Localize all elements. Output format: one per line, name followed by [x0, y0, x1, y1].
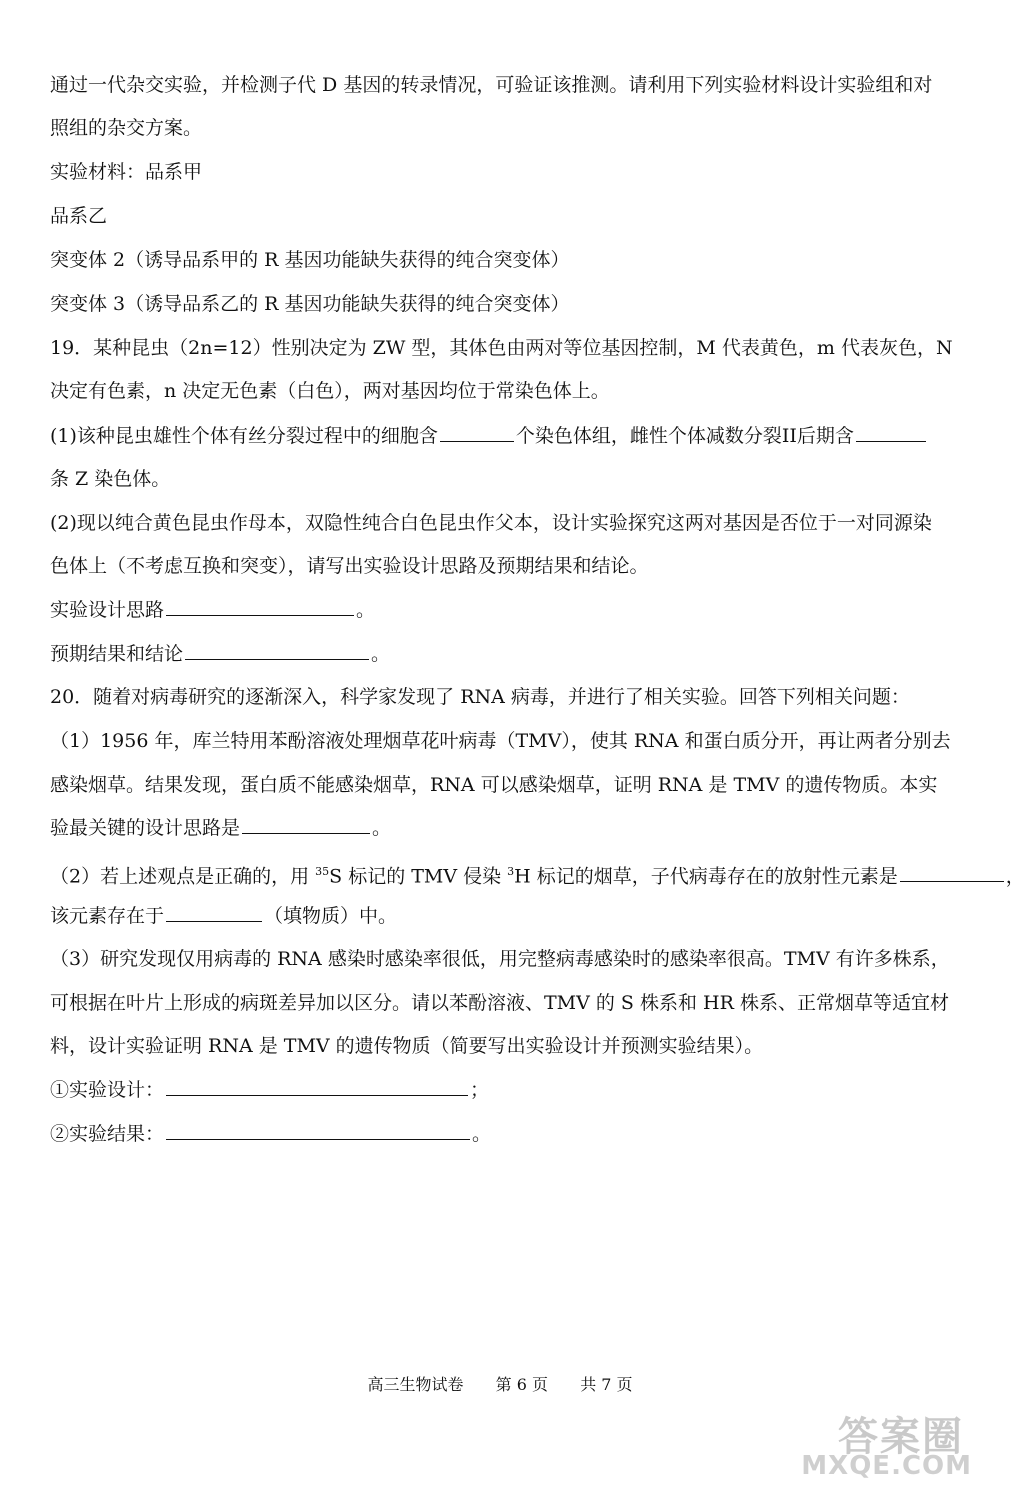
q19-part1-line-1 — [50, 423, 955, 449]
q20-p2-text: （2）若上述观点是正确的，用 — [50, 865, 316, 888]
q19-p1-text-a: (1)该种昆虫雄性个体有丝分裂过程中的细胞含 — [50, 425, 438, 447]
answer-blank[interactable] — [166, 597, 354, 616]
footer-subject: 高三生物试卷 — [367, 1375, 464, 1394]
q19-line-2: 决定有色素，n 决定无色素（白色），两对基因均位于常染色体上。 — [50, 380, 610, 402]
material-3: 突变体 2（诱导品系甲的 R 基因功能缺失获得的纯合突变体） — [50, 249, 570, 271]
q20-p2-text: H 标记的烟草，子代病毒存在的放射性元素是 — [514, 865, 898, 888]
q20-part3-line-2: 可根据在叶片上形成的病斑差异加以区分。请以苯酚溶液、TMV 的 S 株系和 HR 株系、正常烟草等适宜材 — [50, 992, 949, 1014]
punctuation: 。 — [356, 599, 376, 621]
q20-p2-text: S 标记的 TMV 侵染 — [329, 865, 508, 888]
punctuation: ； — [470, 1079, 490, 1101]
q20-part1-line-3 — [50, 815, 955, 841]
q20-part2-line-2 — [50, 903, 955, 929]
footer-total: 共 7 页 — [580, 1375, 633, 1394]
q20-design-line — [50, 1077, 955, 1103]
answer-blank[interactable] — [856, 423, 926, 442]
q20-part2-line-1 — [50, 859, 1025, 889]
isotope-superscript: 3 — [507, 865, 515, 878]
answer-blank[interactable] — [166, 1077, 468, 1096]
q19-part2-line-1: (2)现以纯合黄色昆虫作母本，双隐性纯合白色昆虫作父本，设计实验探究这两对基因是否位于一对同源染 — [50, 512, 932, 534]
watermark-top: 答案圈 — [838, 1414, 964, 1460]
material-2: 品系乙 — [50, 205, 108, 227]
answer-blank[interactable] — [185, 641, 369, 660]
answer-blank[interactable] — [166, 1121, 470, 1140]
footer-page: 第 6 页 — [495, 1375, 548, 1394]
result-label: 预期结果和结论 — [50, 643, 184, 665]
answer-blank[interactable] — [166, 903, 262, 922]
q20-p2-text: 该元素存在于 — [50, 905, 165, 927]
q19-line-1: 19．某种昆虫（2n=12）性别决定为 ZW 型，其体色由两对等位基因控制，M 代表黄色，m 代表灰色，N — [50, 337, 953, 359]
material-4: 突变体 3（诱导品系乙的 R 基因功能缺失获得的纯合突变体） — [50, 293, 570, 315]
q19-design-line — [50, 597, 955, 623]
q19-result-line — [50, 641, 955, 667]
intro-line-2: 照组的杂交方案。 — [50, 117, 203, 139]
q19-p1-text-c: 条 Z 染色体。 — [50, 468, 171, 490]
answer-blank[interactable] — [242, 815, 370, 834]
q20-p1-text-c: 验最关键的设计思路是 — [50, 817, 241, 839]
q20-p2-text: （填物质）中。 — [264, 905, 398, 927]
q19-p1-text-b: 个染色体组，雌性个体减数分裂II后期含 — [515, 425, 854, 447]
design-label: ①实验设计： — [50, 1079, 165, 1101]
q20-part1-line-1: （1）1956 年，库兰特用苯酚溶液处理烟草花叶病毒（TMV），使其 RNA 和蛋白质分开，再让两者分别去 — [50, 730, 951, 752]
punctuation: 。 — [472, 1123, 492, 1145]
q20-part3-line-1: （3）研究发现仅用病毒的 RNA 感染时感染率很低，用完整病毒感染时的感染率很高。TMV 有许多株系， — [50, 948, 950, 970]
answer-blank[interactable] — [440, 423, 514, 442]
design-label: 实验设计思路 — [50, 599, 165, 621]
q20-part1-line-2: 感染烟草。结果发现，蛋白质不能感染烟草，RNA 可以感染烟草，证明 RNA 是 TMV 的遗传物质。本实 — [50, 774, 938, 796]
isotope-superscript: 35 — [315, 865, 330, 878]
q20-result-line — [50, 1121, 955, 1147]
q20-part3-line-3: 料，设计实验证明 RNA 是 TMV 的遗传物质（简要写出实验设计并预测实验结果）。 — [50, 1035, 764, 1057]
q20-line-1: 20．随着对病毒研究的逐渐深入，科学家发现了 RNA 病毒，并进行了相关实验。回答下列相关问题： — [50, 686, 910, 708]
result-label: ②实验结果： — [50, 1123, 165, 1145]
punctuation: ， — [1005, 865, 1025, 888]
materials-label: 实验材料：品系甲 — [50, 161, 203, 183]
answer-blank[interactable] — [900, 863, 1004, 882]
intro-line-1: 通过一代杂交实验，并检测子代 D 基因的转录情况，可验证该推测。请利用下列实验材料设计实验组和对 — [50, 74, 933, 96]
watermark-logo — [772, 1405, 972, 1483]
q19-part2-line-2: 色体上（不考虑互换和突变），请写出实验设计思路及预期结果和结论。 — [50, 555, 649, 577]
punctuation: 。 — [372, 817, 392, 839]
punctuation: 。 — [371, 643, 391, 665]
watermark-bottom: MXQE.COM — [801, 1451, 972, 1481]
page-footer — [0, 1372, 1000, 1395]
